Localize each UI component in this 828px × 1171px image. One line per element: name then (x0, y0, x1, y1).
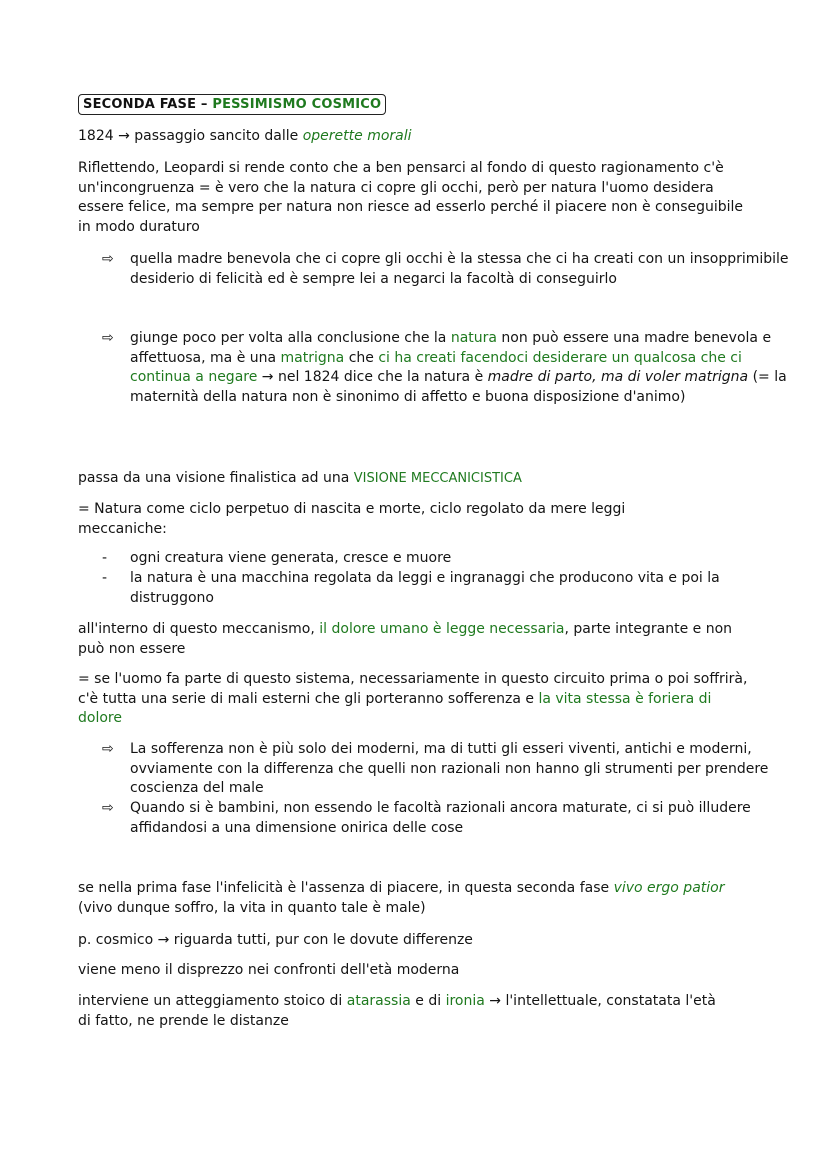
arrow-item-4-text: Quando si è bambini, non essendo le facoltà razionali ancora maturate, ci si può illudere affidandosi a una dimensione onirica delle cose (130, 800, 751, 836)
para-prima-t1: se nella prima fase l'infelicità è l'assenza di piacere, in questa seconda fase (78, 880, 614, 896)
para-disprezzo: viene meno il disprezzo nei confronti dell'età moderna (78, 962, 460, 978)
visione-meccanicistica: VISIONE MECCANICISTICA (353, 471, 522, 486)
desiderare-highlight: ci ha creati facendoci desiderare un qualcosa che ci continua a negare (130, 349, 742, 385)
matrigna-highlight: matrigna (280, 349, 345, 366)
arrow-bullet-icon: ⇨ (102, 800, 114, 816)
operette-morali: operette morali (302, 128, 412, 144)
title-part1: SECONDA FASE – (83, 97, 213, 112)
atarassia-highlight: atarassia (346, 993, 411, 1009)
para-uomo-t1: = se l'uomo fa parte di questo sistema, necessariamente in questo circuito prima o poi soffrirà, c'è tutta una serie di mali esterni che gli porteranno sofferenza e (78, 671, 748, 707)
para-cosmico: p. cosmico → riguarda tutti, pur con le dovute differenze (78, 932, 473, 948)
para-dolore (78, 620, 753, 659)
arrow-bullet-icon: ⇨ (102, 741, 114, 757)
arrow-item-2 (78, 329, 805, 407)
dash-item-2-text: la natura è una macchina regolata da leggi e ingranaggi che producono vita e poi la distruggono (130, 570, 720, 606)
para-visione (78, 469, 522, 489)
arrow-item-2-t3: che (344, 349, 379, 366)
title-box (78, 94, 386, 115)
para-stoico-t2: e di (410, 993, 446, 1009)
arrow-bullet-icon: ⇨ (102, 251, 114, 267)
para-stoico-t1: interviene un atteggiamento stoico di (78, 993, 347, 1009)
arrow-item-3-text: La sofferenza non è più solo dei moderni, ma di tutti gli esseri viventi, antichi e moderni, ovviamente con la differenza che quelli non razionali non hanno gli strumenti per prendere coscienza del male (130, 741, 769, 796)
vita-highlight: la vita stessa è foriera di dolore (78, 690, 712, 726)
para-dolore-t1: all'interno di questo meccanismo, (78, 621, 320, 637)
line-1824-prefix: 1824 → passaggio sancito dalle (78, 128, 303, 144)
para-stoico (78, 992, 718, 1031)
dash-item-2: - la natura è una macchina regolata da leggi e ingranaggi che producono vita e poi la distruggono (102, 570, 720, 606)
arrow-item-2-t4: → nel 1824 dice che la natura è (257, 369, 488, 385)
arrow-bullet-icon: ⇨ (102, 330, 114, 346)
section-title (78, 93, 386, 115)
arrow-item-1-text: quella madre benevola che ci copre gli occhi è la stessa che ci ha creati con un insopprimibile desiderio di felicità ed è sempre lei a negarci la facoltà di conseguirlo (130, 251, 789, 287)
madre-di-parto: madre di parto, ma di voler matrigna (487, 369, 749, 385)
vivo-ergo-patior: vivo ergo patior (613, 880, 725, 896)
line-1824 (78, 127, 412, 147)
dash-item-1: - ogni creatura viene generata, cresce e muore (102, 550, 452, 566)
para-prima-fase (78, 879, 743, 918)
arrow-item-2-t5: (= la maternità della natura non è sinonimo di affetto e buona disposizione d'animo) (130, 369, 787, 405)
para-uomo (78, 670, 753, 729)
arrow-item-1 (78, 250, 790, 289)
para-prima-t2: (vivo dunque soffro, la vita in quanto tale è male) (78, 899, 426, 916)
dash-item-1-text: ogni creatura viene generata, cresce e muore (130, 550, 452, 566)
dolore-highlight: il dolore umano è legge necessaria (319, 621, 565, 637)
para-riflettendo: Riflettendo, Leopardi si rende conto che a ben pensarci al fondo di questo ragionamento c'è un'incongruenza = è vero che la natura ci copre gli occhi, però per natura l'uomo desidera essere felice, ma sempre per natura non riesce ad esserlo perché il piacere non è conseguibile in modo duraturo (78, 160, 744, 235)
para-visione-t1: passa da una visione finalistica ad una (78, 470, 354, 486)
title-part2: PESSIMISMO COSMICO (212, 97, 382, 112)
arrow-item-3 (78, 740, 780, 799)
ironia-highlight: ironia (445, 993, 485, 1009)
arrow-item-4 (78, 799, 800, 838)
natura-highlight: natura (450, 330, 497, 346)
para-dolore-t2: , parte integrante e non può non essere (78, 621, 733, 657)
arrow-item-2-t1: giunge poco per volta alla conclusione che la (130, 330, 451, 346)
arrow-item-2-t2: non può essere una madre benevola e affettuosa, ma è una (130, 330, 772, 366)
para-stoico-t3: → l'intellettuale, constatata l'età di fatto, ne prende le distanze (78, 993, 716, 1029)
para-natura: = Natura come ciclo perpetuo di nascita e morte, ciclo regolato da mere leggi meccaniche: (78, 501, 626, 537)
